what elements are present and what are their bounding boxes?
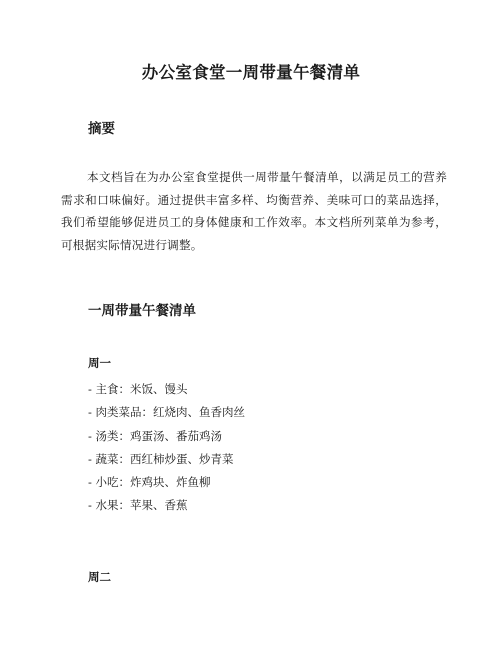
- summary-heading: 摘要: [88, 121, 115, 137]
- list-item: - 水果：苹果、香蕉: [88, 498, 188, 513]
- document-title: 办公室食堂一周带量午餐清单: [141, 63, 361, 82]
- list-item: - 小吃：炸鸡块、炸鱼柳: [88, 475, 211, 490]
- list-item: - 肉类菜品：红烧肉、鱼香肉丝: [88, 405, 246, 420]
- day-heading-tuesday: 周二: [88, 570, 111, 584]
- day-heading-monday: 周一: [88, 356, 111, 370]
- list-item: - 蔬菜：西红柿炒蛋、炒青菜: [88, 451, 234, 466]
- list-item: - 主食：米饭、馒头: [88, 382, 188, 396]
- menu-heading: 一周带量午餐清单: [88, 303, 196, 319]
- list-item: - 汤类：鸡蛋汤、番茄鸡汤: [88, 428, 223, 443]
- summary-paragraph: 本文档旨在为办公室食堂提供一周带量午餐清单，以满足员工的营养需求和口味偏好。通过提供丰富多样、均衡营养、美味可口的菜品选择，我们希望能够促进员工的身体健康和工作效率。本文档所列菜单为参考，可根据实际情况进行调整。: [61, 170, 447, 252]
- monday-menu-list: [88, 378, 245, 518]
